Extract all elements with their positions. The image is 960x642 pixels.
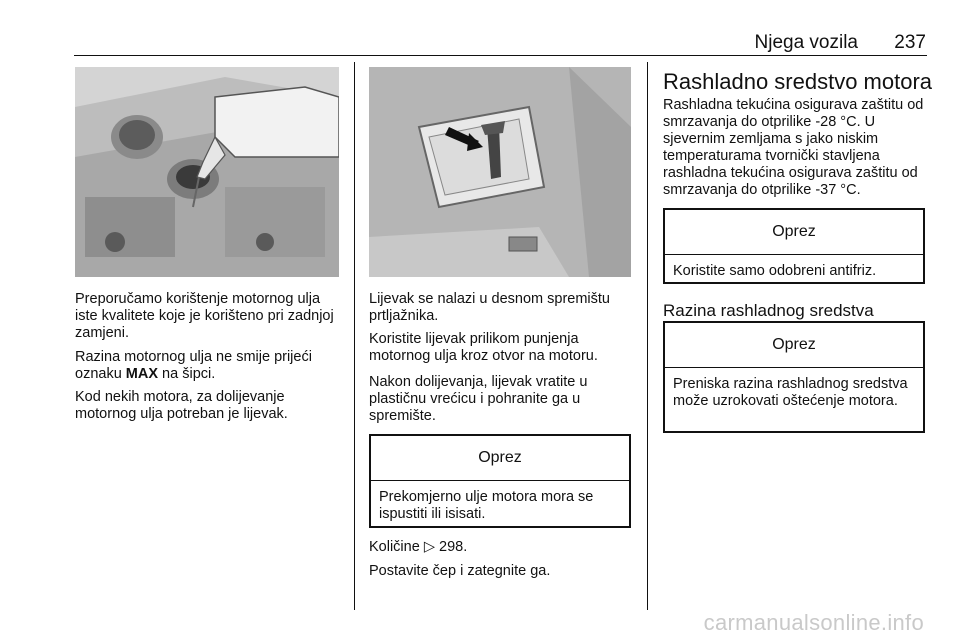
- caution-title: Oprez: [665, 323, 923, 368]
- col1-paragraph-3: Kod nekih motora, za dolijevanje motornog ulja potreban je lijevak.: [75, 389, 288, 422]
- caution-text: Prekomjerno ulje motora mora se ispustiti ili isisati.: [379, 489, 594, 522]
- column-divider-2: [647, 62, 648, 610]
- col2-paragraph-5: Postavite čep i zategnite ga.: [369, 563, 551, 579]
- col1-paragraph-2: [75, 349, 345, 383]
- quantities-label: Količine: [369, 539, 420, 555]
- col1-p2-text-after: na šipci.: [158, 366, 216, 382]
- caution-text: Koristite samo odobreni antifriz.: [673, 263, 877, 279]
- col1-paragraph-1: Preporučamo korištenje motornog ulja iste kvalitete koje je korišteno pri zadnjoj zamjeni.: [75, 291, 334, 341]
- column-divider-1: [354, 62, 355, 610]
- col2-paragraph-3: Nakon dolijevanja, lijevak vratite u plastičnu vrećicu i pohranite ga u spremište.: [369, 374, 588, 424]
- caution-text: Preniska razina rashladnog sredstva može uzrokovati oštećenje motora.: [673, 376, 908, 409]
- funnel-storage-illustration: [369, 67, 631, 277]
- watermark: carmanualsonline.info: [703, 610, 924, 635]
- engine-oil-fill-illustration: [75, 67, 339, 277]
- page-number: 237: [894, 32, 926, 53]
- max-mark-label: MAX: [125, 366, 159, 382]
- caution-box-coolant-level: [663, 321, 925, 433]
- header-rule: [74, 55, 927, 56]
- section-heading-coolant: Rashladno sredstvo motora: [663, 69, 933, 94]
- page-ref-arrow-icon[interactable]: ▷: [423, 539, 435, 555]
- col1-p2-text-before: Razina motornog ulja ne smije prijeći oznaku: [75, 349, 312, 382]
- col2-paragraph-1: Lijevak se nalazi u desnom spremištu prtljažnika.: [369, 291, 610, 324]
- col2-paragraph-4: [369, 539, 635, 556]
- subheading-coolant-level: Razina rashladnog sredstva: [663, 301, 874, 320]
- running-header-title: Njega vozila: [754, 32, 858, 53]
- caution-title: Oprez: [665, 210, 923, 255]
- caution-title: Oprez: [371, 436, 629, 481]
- page-reference[interactable]: 298.: [439, 539, 468, 555]
- col3-paragraph-1: Rashladna tekućina osigurava zaštitu od smrzavanja do otprilike -28 °C. U sjevernim zemljama s jako niskim temperaturama tvornički stavljena rashladna tekućina osigurava zaštitu od smrzavanja do otprilike -37 °C.: [663, 97, 924, 198]
- caution-box-oil: [369, 434, 631, 528]
- col2-paragraph-2: Koristite lijevak prilikom punjenja motornog ulja kroz otvor na motoru.: [369, 331, 598, 364]
- caution-box-antifreeze: [663, 208, 925, 284]
